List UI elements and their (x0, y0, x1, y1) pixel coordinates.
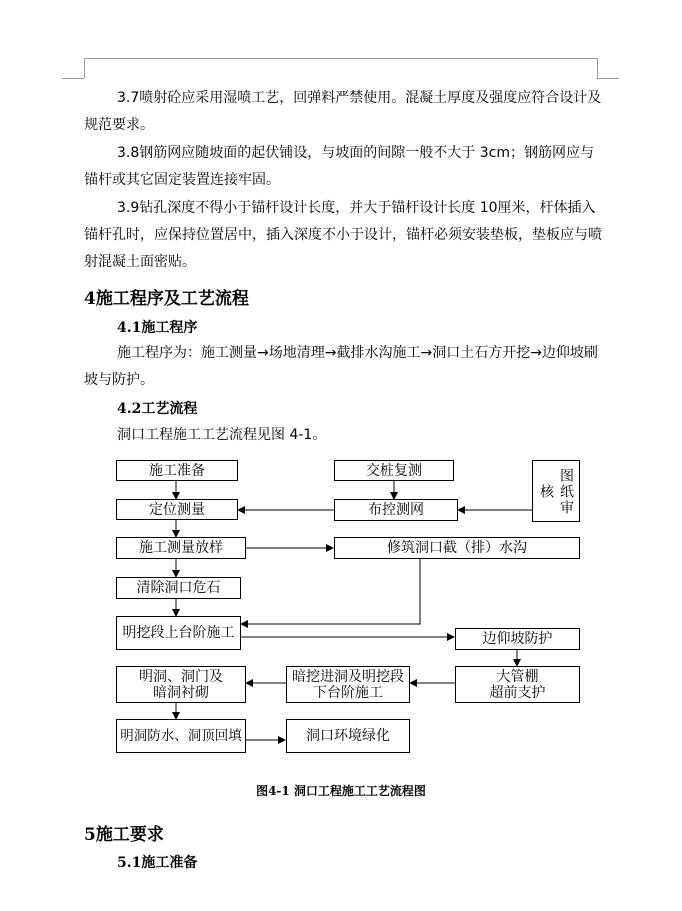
flow-box-dingwei: 定位测量 (116, 499, 238, 520)
flow-box-lvhua: 洞口环境绿化 (286, 719, 410, 753)
flow-box-bukong: 布控测网 (334, 499, 458, 521)
flow-box-jiaozhuang: 交桩复测 (334, 460, 454, 481)
flow-box-daguan: 大管棚 超前支护 (455, 666, 580, 703)
paragraph-3-8: 3.8钢筋网应随坡面的起伏铺设，与坡面的间隙一般不大于 3cm；钢筋网应与锚杆或其它固定装置连接牢固。 (84, 145, 594, 188)
figure-caption: 图4-1 洞口工程施工工艺流程图 (256, 784, 426, 798)
flow-box-qingchu: 清除洞口危石 (116, 577, 241, 599)
heading-5: 5施工要求 (84, 825, 164, 845)
paragraph-3-7: 3.7喷射砼应采用湿喷工艺，回弹料严禁使用。混凝土厚度及强度应符合设计及规范要求。 (84, 90, 602, 133)
heading-4: 4施工程序及工艺流程 (84, 289, 249, 309)
flow-box-prep: 施工准备 (116, 460, 238, 481)
flow-box-mingdong: 明洞、洞门及 暗洞衬砌 (116, 666, 246, 703)
flow-box-tuzhi: 图纸审核 (532, 460, 580, 522)
flow-box-celiang: 施工测量放样 (116, 537, 246, 559)
paragraph-3-9: 3.9钻孔深度不得小于锚杆设计长度，并大于锚杆设计长度 10厘米，杆体插入锚杆孔时，应保持位置居中，插入深度不小于设计，锚杆必须安装垫板，垫板应与喷射混凝土面密贴。 (84, 200, 602, 270)
paragraph-4-1: 施工程序为：施工测量→场地清理→截排水沟施工→洞口土石方开挖→边仰坡刷坡与防护。 (84, 345, 598, 388)
flow-box-mingwa: 明挖段上台阶施工 (116, 616, 241, 650)
heading-4-1: 4.1施工程序 (117, 320, 198, 336)
arrow-xiuzhu-to-mingwa (241, 559, 420, 624)
heading-4-2: 4.2工艺流程 (117, 401, 198, 417)
flow-box-fangshui: 明洞防水、洞顶回填 (116, 719, 246, 753)
heading-5-1: 5.1施工准备 (117, 855, 198, 871)
flow-box-anwa: 暗挖进洞及明挖段 下台阶施工 (286, 666, 410, 703)
flow-box-xiuzhu: 修筑洞口截（排）水沟 (334, 537, 580, 559)
flow-box-bianyang: 边仰坡防护 (455, 628, 580, 650)
paragraph-4-2: 洞口工程施工工艺流程见图 4-1。 (117, 427, 327, 443)
